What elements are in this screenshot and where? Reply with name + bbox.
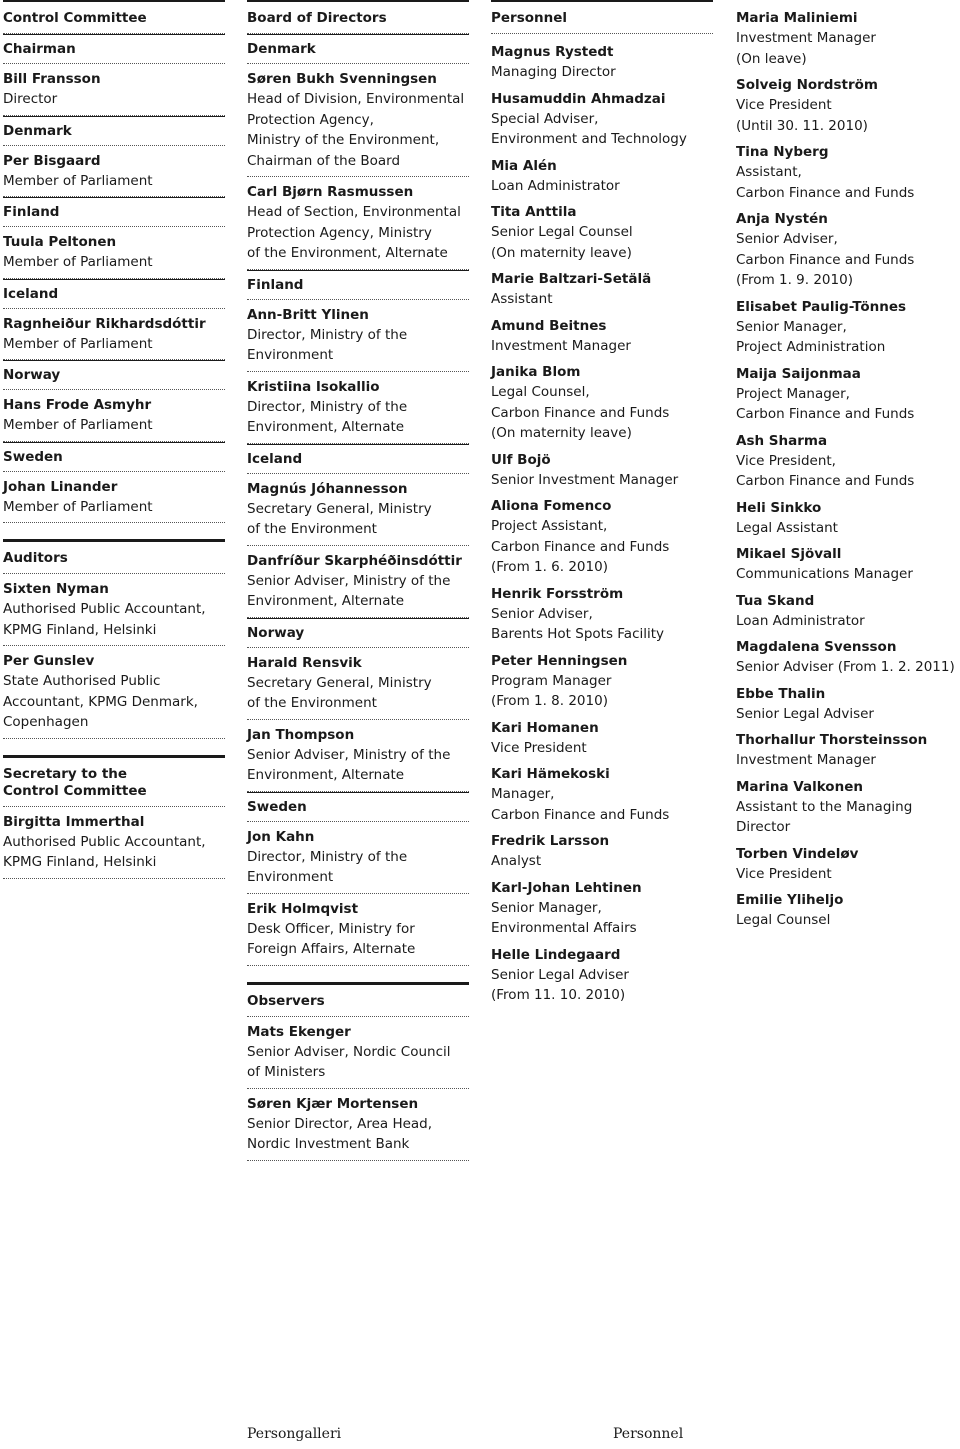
person-name: Per Bisgaard [3,152,101,169]
person-title: Legal Assistant [736,519,838,536]
person-name: Magdalena Svensson [736,639,897,655]
person-title: Vice President [736,97,832,113]
person-entry [247,894,469,966]
person-title: (On maternity leave) [491,425,632,441]
person-title: Nordic Investment Bank [247,1136,410,1152]
person-entry [736,545,958,592]
person-title: Senior Adviser, Ministry of the [247,746,451,763]
person-entry [491,157,713,204]
person-entry [247,720,469,792]
person-name: Anja Nystén [736,211,828,227]
person-title: Senior Legal Counsel [491,224,633,240]
person-entry [3,227,225,279]
person-title: Head of Division, Environmental [247,91,465,107]
person-name: Emilie Yliheljo [736,892,844,908]
person-entry [3,390,225,442]
person-name: Ulf Bojö [491,451,551,468]
person-name: Marina Valkonen [736,778,863,795]
person-entry [247,822,469,894]
person-entry [491,34,713,90]
person-title: Senior Manager, [491,899,602,916]
person-title: Assistant [491,291,553,307]
person-name: Janika Blom [491,364,581,380]
person-name: Johan Linander [3,478,118,495]
person-entry [3,807,225,879]
person-entry [247,177,469,270]
person-name: Mia Alén [491,157,557,174]
person-entry [491,317,713,364]
person-name: Fredrik Larsson [491,833,610,849]
person-entry [491,765,713,832]
person-entry [491,203,713,270]
person-entry [736,365,958,432]
person-entry [736,891,958,938]
person-title: KPMG Finland, Helsinki [3,854,157,870]
person-title: Accountant, KPMG Denmark, [3,693,198,710]
person-title: Senior Adviser, Ministry of the [247,572,451,589]
column-4 [736,0,958,938]
person-title: (On leave) [736,50,807,67]
person-entry [3,309,225,361]
person-title: Senior Director, Area Head, [247,1115,433,1132]
person-name: Jon Kahn [247,828,315,845]
person-title: Carbon Finance and Funds [736,184,915,201]
group-subheading: Norway [3,360,225,390]
person-name: Thorhallur Thorsteinsson [736,732,928,748]
person-entry [736,210,958,298]
person-entry [491,497,713,585]
person-title: Carbon Finance and Funds [491,538,670,555]
person-title: Managing Director [491,64,616,80]
person-title: State Authorised Public [3,673,161,689]
person-name: Husamuddin Ahmadzai [491,90,666,107]
person-title: Vice President [491,739,587,756]
person-title: Environmental Affairs [491,920,637,936]
person-title: Director, Ministry of the [247,326,408,343]
person-entry [491,451,713,498]
person-name: Ash Sharma [736,432,828,449]
person-entry [247,1017,469,1089]
person-name: Torben Vindeløv [736,845,859,862]
person-title: Senior Manager, [736,318,847,335]
person-title: Project Manager, [736,385,850,402]
person-name: Danfríður Skarphéðinsdóttir [247,552,462,569]
person-entry [247,300,469,372]
person-title: Authorised Public Accountant, [3,601,206,617]
person-entry [3,64,225,116]
person-name: Tina Nyberg [736,144,829,160]
person-title: Senior Investment Manager [491,471,679,488]
person-title: Senior Adviser, [736,231,838,247]
column-3 [491,0,713,1013]
person-title: KPMG Finland, Helsinki [3,621,157,638]
person-name: Carl Bjørn Rasmussen [247,184,414,200]
person-entry [736,731,958,778]
person-entry [491,652,713,719]
person-name: Magnus Rystedt [491,44,614,60]
person-entry [491,585,713,652]
person-title: Carbon Finance and Funds [736,473,915,489]
person-title: Project Assistant, [491,518,608,534]
person-entry [247,546,469,618]
column-2 [247,0,469,1161]
person-entry [491,946,713,1013]
person-name: Bill Fransson [3,71,101,87]
person-entry [3,646,225,739]
person-name: Ann-Britt Ylinen [247,306,369,323]
person-entry [736,778,958,845]
person-entry [3,146,225,198]
person-title: Carbon Finance and Funds [736,406,915,422]
person-name: Ebbe Thalin [736,685,826,702]
group-subheading: Chairman [3,34,225,64]
person-title: Special Adviser, [491,110,599,127]
person-title: Member of Parliament [3,417,153,433]
group-subheading: Finland [247,270,469,300]
person-entry [491,719,713,766]
person-title: Analyst [491,853,542,869]
person-title: Chairman of the Board [247,152,401,169]
person-title: Member of Parliament [3,172,153,189]
section-heading: Control Committee [3,0,225,34]
footer-left-label: Persongalleri [247,1426,342,1442]
person-title: Head of Section, Environmental [247,204,461,220]
person-title: Vice President, [736,452,836,469]
person-title: Senior Adviser, [491,605,593,622]
person-title: (From 1. 9. 2010) [736,272,853,288]
footer-right-label: Personnel [613,1426,684,1442]
person-title: Ministry of the Environment, [247,132,440,148]
person-name: Ragnheiður Rikhardsdóttir [3,315,206,332]
person-title: Protection Agency, [247,111,374,128]
person-name: Maija Saijonmaa [736,365,861,382]
person-title: (From 11. 10. 2010) [491,987,626,1003]
person-title: Protection Agency, Ministry [247,224,432,241]
person-title: Project Administration [736,339,886,355]
person-title: Director, Ministry of the [247,848,408,865]
person-entry [736,685,958,732]
person-title: Loan Administrator [736,612,865,629]
person-entry [247,372,469,444]
person-title: Director [3,91,58,107]
person-title: Investment Manager [491,337,631,354]
column-1 [3,0,225,879]
person-title: Legal Counsel, [491,384,590,400]
person-title: Carbon Finance and Funds [491,404,670,421]
person-title: Copenhagen [3,714,89,730]
person-name: Per Gunslev [3,653,95,669]
person-title: Secretary General, Ministry [247,674,432,691]
group-subheading: Iceland [247,444,469,474]
person-title: Member of Parliament [3,254,153,270]
person-title: Senior Legal Adviser [491,966,629,983]
person-entry [736,76,958,143]
person-title: Environment [247,869,334,885]
person-entry [491,363,713,451]
person-entry [247,648,469,720]
person-title: Senior Adviser (From 1. 2. 2011) [736,659,955,675]
person-name: Kristiina Isokallio [247,378,380,395]
person-title: Assistant, [736,164,802,180]
person-entry [491,270,713,317]
person-name: Mikael Sjövall [736,546,842,562]
person-name: Søren Bukh Svenningsen [247,71,437,87]
group-subheading: Iceland [3,279,225,309]
group-subheading: Denmark [247,34,469,64]
person-name: Tuula Peltonen [3,234,117,250]
person-name: Peter Henningsen [491,652,628,669]
group-subheading: Sweden [247,792,469,822]
person-title: Authorised Public Accountant, [3,833,206,850]
person-title: Environment [247,347,334,363]
person-name: Amund Beitnes [491,317,607,334]
person-title: of the Environment [247,695,377,711]
person-title: Vice President [736,865,832,882]
person-title: Director [736,819,791,835]
person-entry [736,638,958,685]
section-heading: Board of Directors [247,0,469,34]
person-name: Karl-Johan Lehtinen [491,879,642,896]
person-name: Henrik Forsström [491,585,624,602]
person-name: Jan Thompson [247,726,355,743]
person-entry [736,143,958,210]
person-title: Senior Adviser, Nordic Council [247,1043,451,1060]
person-title: Director, Ministry of the [247,398,408,415]
person-name: Helle Lindegaard [491,946,621,963]
person-title: of the Environment [247,521,377,537]
person-name: Elisabet Paulig-Tönnes [736,298,907,315]
person-name: Tita Anttila [491,204,577,220]
person-entry [736,845,958,892]
person-entry [736,499,958,546]
person-title: Member of Parliament [3,498,153,515]
person-title: Manager, [491,786,555,802]
person-title: Communications Manager [736,566,913,582]
person-title: (From 1. 6. 2010) [491,559,608,575]
section-heading: Observers [247,982,469,1017]
person-title: (From 1. 8. 2010) [491,693,608,709]
person-title: Environment, Alternate [247,767,405,783]
person-name: Sixten Nyman [3,581,109,597]
person-entry [247,64,469,177]
person-title: Carbon Finance and Funds [736,251,915,268]
person-title: of the Environment, Alternate [247,245,448,261]
person-title: of Ministers [247,1064,326,1080]
person-title: Barents Hot Spots Facility [491,626,665,642]
person-title: Carbon Finance and Funds [491,806,670,823]
section-heading: Personnel [491,0,713,34]
person-title: Investment Manager [736,752,876,768]
person-title: Senior Legal Adviser [736,705,874,722]
person-title: Investment Manager [736,30,876,46]
person-title: Assistant to the Managing [736,798,913,815]
person-title: Environment and Technology [491,131,687,147]
person-name: Hans Frode Asmyhr [3,397,152,413]
person-name: Marie Baltzari-Setälä [491,271,652,287]
person-title: Desk Officer, Ministry for [247,920,415,937]
person-name: Aliona Fomenco [491,498,612,514]
person-entry [3,574,225,646]
person-title: Program Manager [491,672,612,689]
person-title: Loan Administrator [491,177,620,194]
person-entry [491,832,713,879]
person-name: Kari Homanen [491,719,599,736]
person-title: Secretary General, Ministry [247,500,432,517]
person-entry [3,472,225,524]
person-entry [736,298,958,365]
section-heading: Auditors [3,539,225,574]
person-title: Environment, Alternate [247,593,405,609]
section-heading: Secretary to the Control Committee [3,755,225,807]
person-name: Maria Maliniemi [736,10,858,26]
person-entry [247,1089,469,1161]
person-entry [491,879,713,946]
person-entry [491,90,713,157]
person-title: Foreign Affairs, Alternate [247,941,416,957]
group-subheading: Sweden [3,442,225,472]
person-name: Harald Rensvik [247,654,362,671]
person-entry [736,592,958,639]
person-name: Kari Hämekoski [491,766,610,782]
person-entry [736,432,958,499]
person-entry [736,0,958,76]
person-title: (Until 30. 11. 2010) [736,117,868,134]
group-subheading: Denmark [3,116,225,146]
person-name: Birgitta Immerthal [3,813,145,830]
person-entry [247,474,469,546]
person-name: Søren Kjær Mortensen [247,1095,419,1112]
person-name: Solveig Nordström [736,77,878,93]
person-name: Tua Skand [736,592,815,609]
person-title: (On maternity leave) [491,244,632,261]
person-title: Environment, Alternate [247,419,405,435]
person-name: Magnús Jóhannesson [247,480,408,497]
group-subheading: Finland [3,197,225,227]
group-subheading: Norway [247,618,469,648]
person-title: Legal Counsel [736,912,831,928]
person-name: Erik Holmqvist [247,900,359,917]
person-name: Heli Sinkko [736,499,822,516]
person-name: Mats Ekenger [247,1023,351,1040]
person-title: Member of Parliament [3,335,153,352]
